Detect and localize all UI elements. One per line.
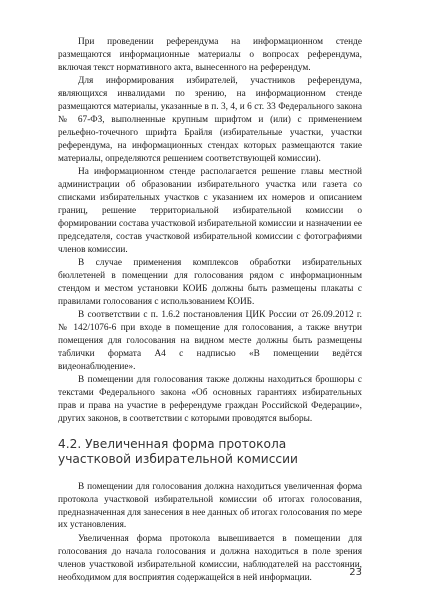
- paragraph: При проведении референдума на информационном стенде размещаются информационные материалы о вопросах референдума, включая текст нормативного акта, вынесенного на референдум.: [58, 37, 362, 73]
- section-heading: 4.2. Увеличенная форма протокола участковой избирательной комиссии: [58, 436, 298, 466]
- paragraph: На информационном стенде располагается решение главы местной администрации об образовании избирательного участка или газета со списками избирательных участков с указанием их номеров и описанием границ, решение территориальной избирательной комиссии о формировании состава участковой избирательной комиссии и назначении ее председателя, состав участковой избирательной комиссии с фотографиями членов комиссии.: [58, 167, 362, 255]
- paragraph: Для информирования избирателей, участников референдума, являющихся инвалидами по зрению, на информационном стенде размещаются материалы, указанные в п. 3, 4, и 6 ст. 33 Федерального закона № 67-ФЗ, выполненные крупным шрифтом и (или) с применением рельефно-точечного шрифта Брайля (избирательные участки, участки референдума, на информационных стендах которых размещаются такие материалы, определяются решением соответствующей комиссии).: [58, 76, 362, 164]
- paragraph: Увеличенная форма протокола вывешивается в помещении для голосования до начала голосования и должна находиться в поле зрения членов участковой избирательной комиссии, наблюдателей на расстоянии, необходимом для восприятия содержащейся в ней информации.: [58, 533, 362, 583]
- paragraph: В помещении для голосования должна находиться увеличенная форма протокола участковой избирательной комиссии об итогах голосования, предназначенная для занесения в нее данных об итогах голосования по мере их установления.: [58, 481, 362, 531]
- paragraph: В случае применения комплексов обработки избирательных бюллетеней в помещении для голосования рядом с информационным стендом и местом установки КОИБ должны быть размещены плакаты с правилами голосования с использованием КОИБ.: [58, 257, 362, 307]
- page-number: 23: [349, 567, 362, 578]
- paragraph: В соответствии с п. 1.6.2 постановления ЦИК России от 26.09.2012 г. № 142/1076-6 при входе в помещение для голосования, а также внутри помещения для голосования на видном месте должны быть размещены таблички формата А4 с надписью «В помещении ведётся видеонаблюдение».: [58, 310, 362, 372]
- paragraph: В помещении для голосования также должны находиться брошюры с текстами Федерального закона «Об основных гарантиях избирательных прав и права на участие в референдуме граждан Российской Федерации», других законов, в соответствии с которыми проводятся выборы.: [58, 375, 362, 424]
- page-body: [0, 36, 422, 585]
